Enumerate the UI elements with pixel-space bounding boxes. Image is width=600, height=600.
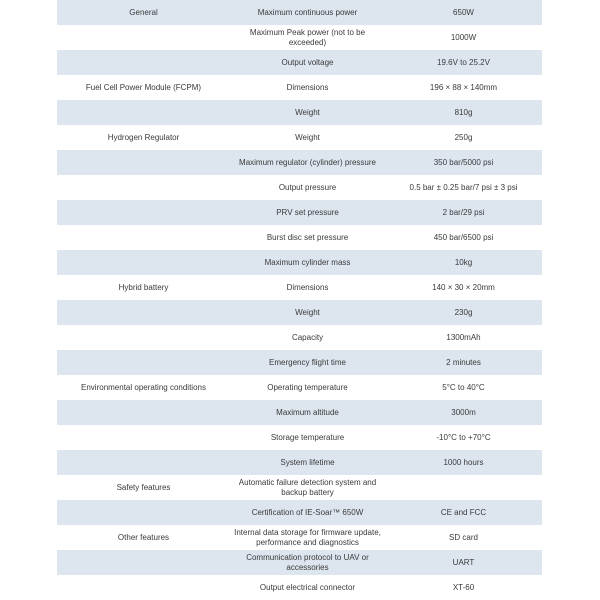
table-row (57, 275, 542, 300)
category-cell: Other features (117, 532, 170, 542)
parameter-cell: Certification of IE-Soar™ 650W (251, 507, 364, 517)
parameter-cell: Weight (295, 132, 320, 142)
table-row (57, 50, 542, 75)
value-cell: -10°C to +70°C (436, 432, 491, 442)
value-cell: 2 bar/29 psi (442, 207, 485, 217)
table-row (57, 225, 542, 250)
table-row (57, 150, 542, 175)
parameter-cell: Dimensions (286, 82, 329, 92)
category-cell: Environmental operating conditions (81, 382, 206, 392)
table-row (57, 500, 542, 525)
parameter-cell: Storage temperature (270, 432, 345, 442)
parameter-cell: Maximum regulator (cylinder) pressure (239, 157, 376, 167)
parameter-cell: Output voltage (281, 57, 334, 67)
parameter-cell: Maximum continuous power (257, 7, 358, 17)
value-cell: 250g (454, 132, 473, 142)
parameter-cell: PRV set pressure (276, 207, 339, 217)
parameter-cell: Maximum altitude (276, 407, 339, 417)
table-row (57, 0, 542, 25)
parameter-cell: Maximum cylinder mass (264, 257, 351, 267)
table-row (57, 475, 542, 500)
parameter-cell: System lifetime (280, 457, 335, 467)
parameter-cell: Weight (295, 307, 320, 317)
value-cell: 2 minutes (446, 357, 481, 367)
table-row (57, 350, 542, 375)
parameter-cell: Burst disc set pressure (266, 232, 349, 242)
value-cell: 450 bar/6500 psi (433, 232, 494, 242)
parameter-cell: Capacity (291, 332, 324, 342)
value-cell: SD card (449, 532, 478, 542)
parameter-cell: Operating temperature (267, 382, 348, 392)
category-cell: Fuel Cell Power Module (FCPM) (85, 82, 202, 92)
table-row (57, 550, 542, 575)
category-cell: Safety features (116, 482, 171, 492)
value-cell: XT-60 (452, 582, 475, 592)
value-cell: 1000W (450, 32, 477, 42)
category-cell: Hydrogen Regulator (107, 132, 180, 142)
table-row (57, 575, 542, 600)
value-cell: 810g (454, 107, 473, 117)
category-cell: Hybrid battery (118, 282, 169, 292)
table-row (57, 75, 542, 100)
category-cell: General (129, 7, 158, 17)
value-cell: 230g (454, 307, 473, 317)
table-row (57, 200, 542, 225)
parameter-cell: Internal data storage for firmware update, performance and diagnostics (234, 527, 381, 547)
value-cell: 350 bar/5000 psi (433, 157, 494, 167)
table-row (57, 250, 542, 275)
table-row (57, 525, 542, 550)
table-row (57, 375, 542, 400)
value-cell: 0.5 bar ± 0.25 bar/7 psi ± 3 psi (409, 182, 518, 192)
value-cell: 140 × 30 × 20mm (432, 282, 495, 292)
table-row (57, 325, 542, 350)
table-row (57, 425, 542, 450)
parameter-cell: Emergency flight time (269, 357, 346, 367)
table-row (57, 450, 542, 475)
parameter-cell: Weight (295, 107, 320, 117)
spec-table (57, 0, 542, 600)
parameter-cell: Output pressure (278, 182, 337, 192)
table-row (57, 400, 542, 425)
value-cell: UART (452, 557, 475, 567)
value-cell: 1300mAh (446, 332, 481, 342)
parameter-cell: Maximum Peak power (not to be exceeded) (249, 27, 366, 47)
value-cell: 196 × 88 × 140mm (429, 82, 498, 92)
value-cell: 19.6V to 25.2V (437, 57, 490, 67)
value-cell: 5°C to 40°C (442, 382, 485, 392)
value-cell: CE and FCC (440, 507, 487, 517)
table-row (57, 100, 542, 125)
table-row (57, 175, 542, 200)
table-row (57, 125, 542, 150)
parameter-cell: Output electrical connector (259, 582, 356, 592)
value-cell: 10kg (454, 257, 473, 267)
table-row (57, 300, 542, 325)
parameter-cell: Dimensions (286, 282, 329, 292)
value-cell: 3000m (451, 407, 476, 417)
parameter-cell: Communication protocol to UAV or accessories (246, 552, 369, 572)
value-cell: 1000 hours (443, 457, 484, 467)
parameter-cell: Automatic failure detection system and backup battery (238, 477, 377, 497)
value-cell: 650W (453, 7, 474, 17)
table-row (57, 25, 542, 50)
